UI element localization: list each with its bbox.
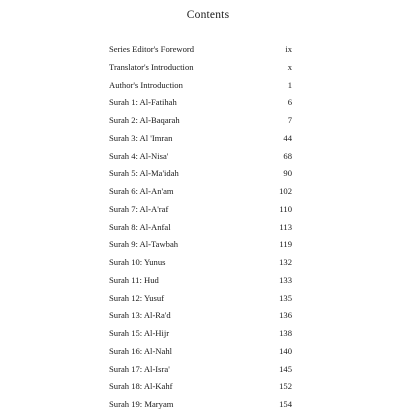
toc-entry [109, 364, 292, 382]
toc-entry-label: Series Editor's Foreword [109, 44, 195, 54]
toc-entry-label: Surah 2: Al-Baqarah [109, 115, 180, 125]
toc-entry [109, 204, 292, 222]
toc-entry [109, 381, 292, 399]
toc-entry [109, 80, 292, 98]
toc-entry [109, 328, 292, 346]
toc-entry-label: Surah 8: Al-Anfal [109, 221, 171, 232]
toc-entry-page: 132 [279, 257, 292, 267]
toc-entry-page: 110 [279, 203, 292, 214]
toc-entry-label: Surah 4: Al-Nisa' [109, 150, 169, 161]
toc-entry-page: 136 [279, 310, 292, 321]
table-of-contents [109, 44, 292, 417]
toc-entry-page: 145 [279, 363, 292, 374]
toc-entry-page: 119 [279, 239, 292, 250]
toc-entry-page: 6 [287, 97, 292, 108]
toc-entry-label: Surah 1: Al-Fatihah [109, 97, 177, 108]
toc-entry-label: Surah 9: Al-Tawbah [109, 239, 179, 250]
toc-entry-page: 7 [287, 115, 292, 125]
toc-entry-label: Surah 15: Al-Hijr [109, 328, 170, 338]
toc-entry-label: Surah 7: Al-A'raf [109, 203, 169, 214]
toc-entry-label: Surah 6: Al-An'am [109, 186, 174, 196]
page-title: Contents [186, 9, 230, 21]
toc-entry-label: Surah 11: Hud [109, 274, 159, 285]
toc-entry [109, 275, 292, 293]
toc-entry [109, 293, 292, 311]
toc-entry [109, 151, 292, 169]
toc-entry [109, 239, 292, 257]
toc-entry-page: 133 [279, 274, 292, 285]
toc-entry [109, 44, 292, 62]
toc-entry-label: Surah 18: Al-Kahf [109, 381, 173, 392]
toc-entry-label: Surah 10: Yunus [109, 257, 166, 267]
toc-entry-page: 152 [279, 381, 292, 392]
toc-entry-page: 68 [283, 150, 292, 161]
toc-entry-label: Surah 17: Al-Isra' [109, 363, 170, 374]
toc-entry [109, 97, 292, 115]
toc-entry [109, 399, 292, 417]
toc-entry-label: Translator's Introduction [109, 61, 194, 72]
toc-entry-page: 154 [279, 399, 292, 409]
toc-entry-label: Author's Introduction [109, 79, 183, 90]
toc-entry-page: 138 [279, 328, 292, 338]
toc-entry-page: 1 [287, 79, 292, 90]
toc-entry-label: Surah 13: Al-Ra'd [109, 310, 171, 321]
toc-entry [109, 115, 292, 133]
toc-entry [109, 62, 292, 80]
toc-entry-page: 113 [279, 221, 292, 232]
toc-entry [109, 222, 292, 240]
toc-entry [109, 133, 292, 151]
toc-entry-page: 135 [279, 292, 292, 303]
toc-entry-label: Surah 5: Al-Ma'idah [109, 168, 179, 179]
toc-entry [109, 257, 292, 275]
toc-entry-page: 90 [283, 168, 292, 179]
toc-entry-page: ix [285, 44, 292, 54]
toc-entry-label: Surah 16: Al-Nahl [109, 345, 173, 356]
toc-entry [109, 168, 292, 186]
toc-entry [109, 186, 292, 204]
toc-entry [109, 310, 292, 328]
toc-entry-label: Surah 3: Al 'Imran [109, 132, 173, 143]
toc-entry-label: Surah 19: Maryam [109, 399, 174, 409]
toc-entry-page: 44 [283, 132, 292, 143]
toc-entry [109, 346, 292, 364]
toc-entry-page: 140 [279, 345, 292, 356]
toc-entry-page: x [287, 61, 292, 72]
toc-entry-label: Surah 12: Yusuf [109, 292, 165, 303]
toc-entry-page: 102 [279, 186, 292, 196]
